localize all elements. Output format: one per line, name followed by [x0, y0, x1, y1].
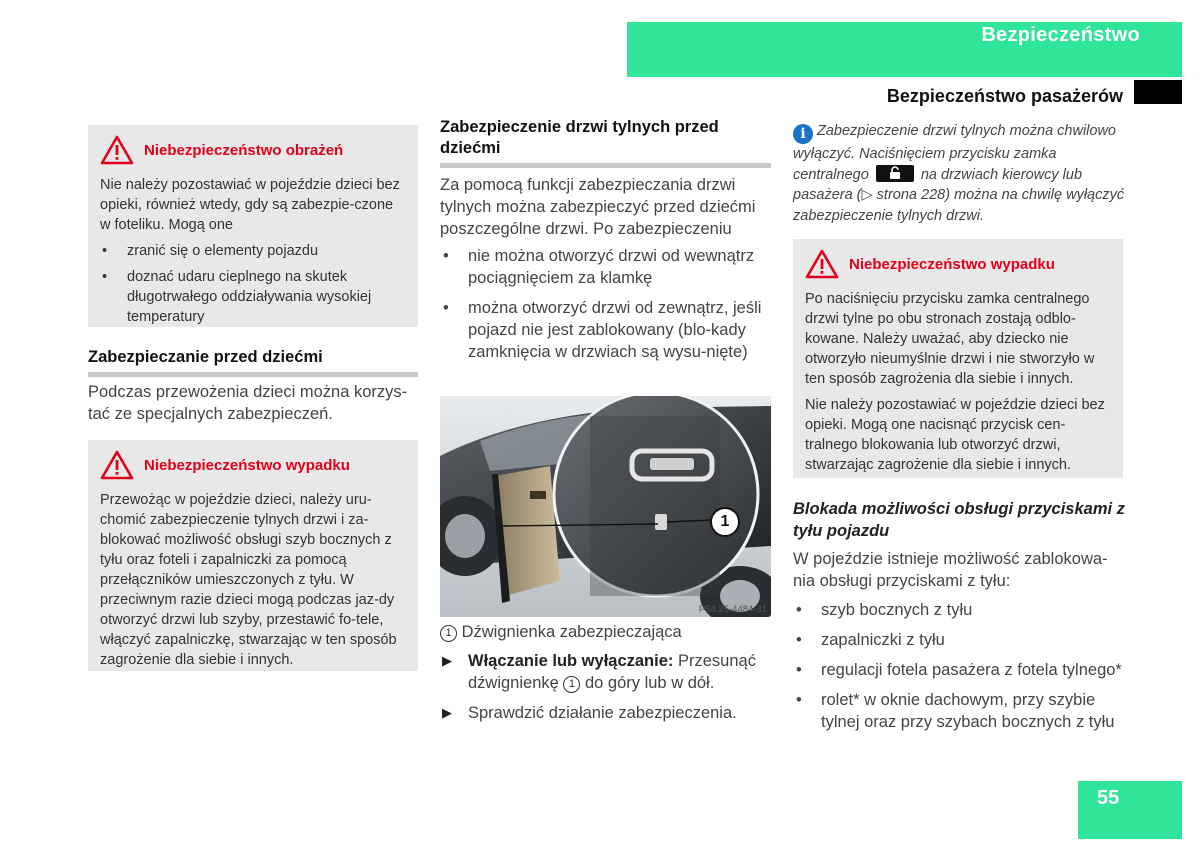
list-item: • zranić się o elementy pojazdu	[100, 241, 406, 261]
list-item: • doznać udaru cieplnego na skutek długotrwałego oddziaływania wysokiej temperatury	[100, 267, 406, 327]
door-lock-photo	[440, 396, 771, 617]
callout-number: 1	[563, 676, 580, 693]
warning-box-accident	[88, 440, 418, 671]
list-item: • regulacji fotela pasażera z fotela tylnego*	[793, 659, 1125, 681]
rear-buttons-text: W pojeździe istnieje możliwość zablokowa-nia obsługi przyciskami z tyłu:	[793, 550, 1108, 590]
callout-number: 1	[440, 625, 457, 642]
warning-title: Niebezpieczeństwo wypadku	[144, 456, 350, 474]
rear-door-text: Za pomocą funkcji zabezpieczania drzwi tylnych można zabezpieczyć przed dziećmi poszczególne drzwi. Po zabezpieczeniu	[440, 176, 756, 238]
instruction-steps	[440, 650, 771, 732]
step-text: do góry lub w dół.	[580, 674, 715, 692]
warning-text: Przewożąc w pojeździe dzieci, należy uru-chomić zabezpieczenie tylnych drzwi i za-blokować możliwość obsługi szyb bocznych z tyłu oraz foteli i zapalniczki za pomocą przełączników umieszczonych z tyłu. W przeciwnym razie dzieci mogą podczas jaz-dy otworzyć drzwi lub szyby, przestawić fo-tele, włączyć zapalniczkę, stwarzając w ten sposób zagrożenie dla siebie i innych.	[100, 492, 397, 668]
callout-marker: 1	[710, 507, 740, 537]
step-text: Przesunąć dźwignienkę	[468, 652, 756, 692]
step-label: Włączanie lub wyłączanie:	[468, 652, 674, 670]
photo-caption	[440, 621, 682, 643]
step-item	[440, 650, 771, 694]
warning-text: Nie należy pozostawiać w pojeździe dzieci bez opieki. Mogą one nacisnąć przycisk cen-tralnego blokowania lub otworzyć drzwi, stwarzając zagrożenie dla siebie i innych.	[805, 397, 1105, 473]
warning-triangle-icon	[100, 135, 134, 165]
rear-buttons-list	[793, 599, 1125, 741]
section-tab-marker	[1134, 80, 1182, 104]
central-lock-key-icon	[876, 165, 914, 182]
rear-door-list	[440, 245, 771, 371]
page-number: 55	[1097, 787, 1120, 809]
step-item: ▶ Sprawdzić działanie zabezpieczenia.	[440, 702, 771, 724]
child-protection-text: Podczas przewożenia dzieci można korzys-tać ze specjalnych zabezpieczeń.	[88, 383, 408, 423]
section-title: Bezpieczeństwo	[981, 24, 1140, 46]
list-item: • nie można otworzyć drzwi od wewnątrz pociągnięciem za klamkę	[440, 245, 771, 289]
image-code: P54.25-4484-31	[698, 604, 767, 615]
list-item: • można otworzyć drzwi od zewnątrz, jeśli pojazd nie jest zablokowany (blo-kady zamknięcia w drzwiach są wysu-nięte)	[440, 297, 771, 363]
subsection-title: Bezpieczeństwo pasażerów	[886, 86, 1123, 106]
rear-door-heading: Zabezpieczenie drzwi tylnych przed dziećmi	[440, 117, 771, 168]
warning-list	[100, 241, 406, 327]
caption-text: Dźwignienka zabezpieczająca	[461, 623, 682, 641]
list-item: • szyb bocznych z tyłu	[793, 599, 1125, 621]
warning-text: Nie należy pozostawiać w pojeździe dzieci bez opieki, również wtedy, gdy są zabezpie-czone w foteliku. Mogą one	[100, 177, 400, 233]
warning-triangle-icon	[805, 249, 839, 279]
info-note	[793, 121, 1125, 226]
info-icon: i	[793, 124, 813, 144]
page-number-box	[1078, 781, 1182, 839]
list-item: • rolet* w oknie dachowym, przy szybie tylnej oraz przy szybach bocznych z tyłu	[793, 689, 1125, 733]
warning-title: Niebezpieczeństwo wypadku	[849, 255, 1055, 273]
list-item: • zapalniczki z tyłu	[793, 629, 1125, 651]
warning-triangle-icon	[100, 450, 134, 480]
warning-box-injury	[88, 125, 418, 327]
info-text: na drzwiach kierowcy lub pasażera (▷ strona 228) można na chwilę wyłączyć zabezpieczenie tylnych drzwi.	[793, 166, 1125, 224]
info-text: Zabezpieczenie drzwi tylnych można chwilowo wyłączyć. Naciśnięciem przycisku zamka centralnego	[793, 123, 1116, 183]
rear-buttons-heading: Blokada możliwości obsługi przyciskami z tyłu pojazdu	[793, 500, 1125, 540]
warning-title: Niebezpieczeństwo obrażeń	[144, 141, 344, 159]
warning-text: Po naciśnięciu przycisku zamka centralnego drzwi tylne po obu stronach zostają odblo-kowane. Należy uważać, aby dziecko nie otworzyło nieumyślnie drzwi i nie stworzyło w ten sposób zagrożenia dla siebie i innych.	[805, 291, 1095, 387]
warning-box-accident-2	[793, 239, 1123, 478]
child-protection-heading: Zabezpieczanie przed dziećmi	[88, 347, 418, 377]
